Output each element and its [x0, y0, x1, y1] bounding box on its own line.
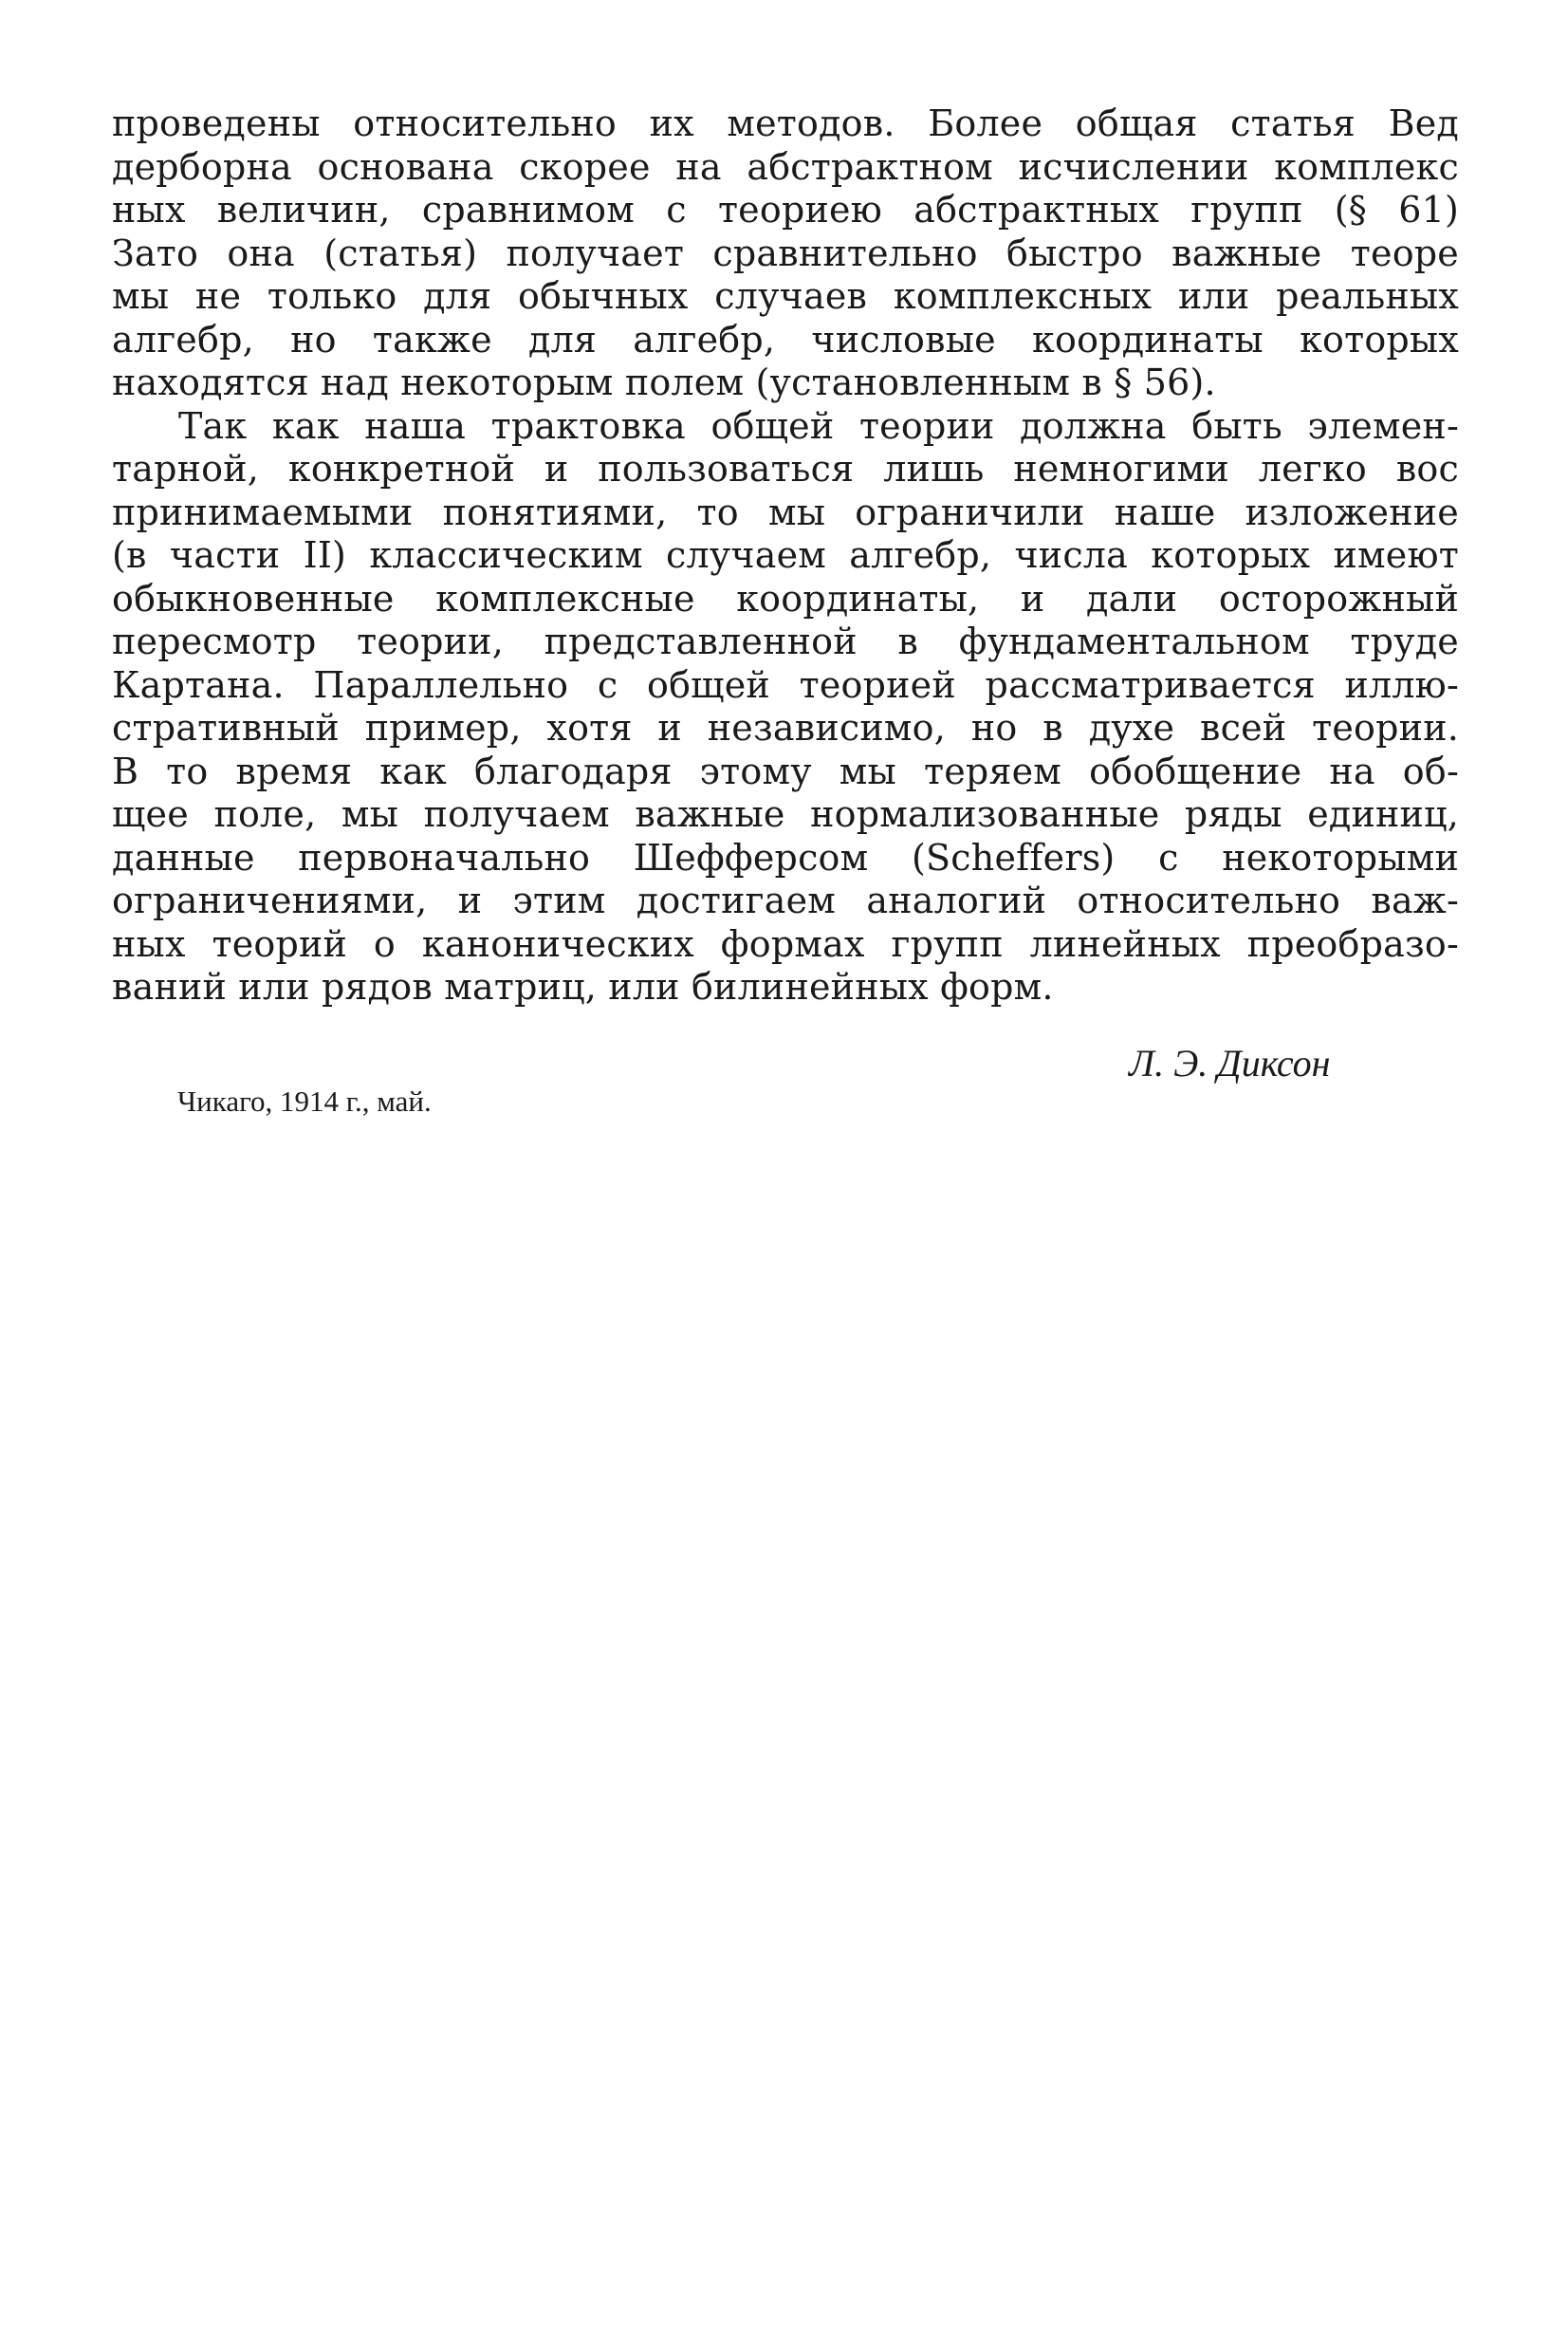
text-line: щее поле, мы получаем важные нормализованные ряды единиц,: [112, 793, 1459, 835]
text-line: Так как наша трактовка общей теории должна быть элемен-: [178, 404, 1459, 447]
text-line: Зато она (статья) получает сравнительно быстро важные теоре: [112, 232, 1459, 274]
text-line: данные первоначально Шефферсом (Scheffers) с некоторыми: [112, 836, 1459, 879]
text-line: ваний или рядов матриц, или билинейных форм.: [112, 966, 1054, 1008]
text-line: проведены относительно их методов. Более общая статья Вед: [112, 102, 1459, 144]
text-line: принимаемыми понятиями, то мы ограничили наше изложение: [112, 491, 1459, 533]
text-line: стративный пример, хотя и независимо, но в духе всей теории.: [112, 707, 1459, 749]
text-line: В то время как благодаря этому мы теряем обобщение на об-: [112, 750, 1459, 792]
text-line: обыкновенные комплексные координаты, и дали осторожный: [112, 577, 1459, 620]
text-line: (в части II) классическим случаем алгебр, числа которых имеют: [112, 534, 1459, 576]
text-line: пересмотр теории, представленной в фундаментальном труде: [112, 621, 1459, 662]
text-line: дерборна основана скорее на абстрактном исчислении комплекс: [112, 145, 1459, 188]
text-line: мы не только для обычных случаев комплексных или реальных: [112, 275, 1459, 317]
text-line: алгебр, но также для алгебр, числовые координаты которых: [112, 318, 1459, 361]
text-line: тарной, конкретной и пользоваться лишь немногими легко вос: [112, 448, 1459, 490]
text-line: Картана. Параллельно с общей теорией рассматривается иллю-: [112, 663, 1459, 706]
paragraph-1: [112, 102, 1459, 405]
text-line: ных теорий о канонических формах групп линейных преобразо-: [112, 922, 1459, 965]
text-line: ограничениями, и этим достигаем аналогий относительно важ-: [112, 880, 1459, 921]
text-line: ных величин, сравнимом с теориею абстрактных групп (§ 61): [112, 189, 1459, 231]
paragraph-2: [112, 405, 1459, 1010]
author-signature: Л. Э. Диксон: [1129, 1042, 1331, 1085]
place-date: Чикаго, 1914 г., май.: [177, 1085, 432, 1118]
preface-text: [112, 102, 1459, 1010]
text-line: находятся над некоторым полем (установленным в § 56).: [112, 362, 1216, 403]
